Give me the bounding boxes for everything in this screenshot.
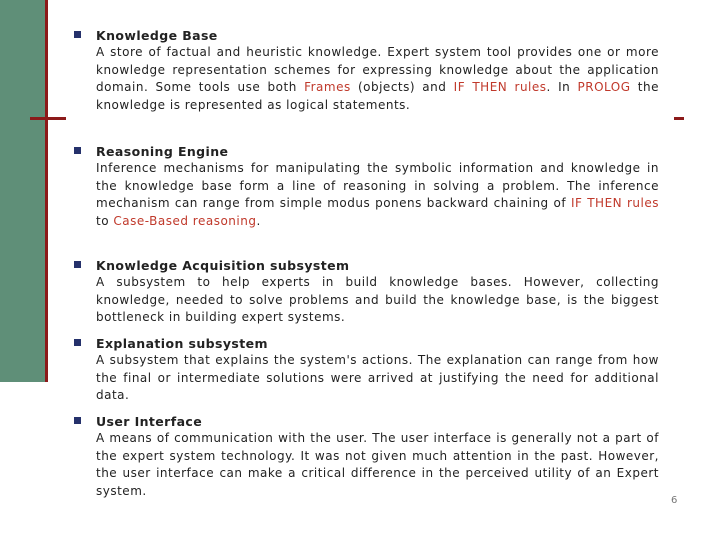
side-bar	[0, 0, 45, 382]
highlight-term: IF THEN rules	[453, 80, 547, 95]
accent-line-right	[674, 117, 684, 120]
square-bullet-icon	[74, 261, 81, 268]
text-run: (objects) and	[350, 80, 454, 95]
section-user-interface	[74, 413, 659, 500]
section-reasoning-engine	[74, 143, 659, 230]
highlight-term: IF THEN rules	[570, 196, 659, 211]
section-knowledge-base	[74, 27, 659, 114]
section-heading: Knowledge Acquisition subsystem	[96, 258, 350, 273]
square-bullet-icon	[74, 417, 81, 424]
section-description	[96, 44, 659, 114]
square-bullet-icon	[74, 339, 81, 346]
section-heading: Reasoning Engine	[96, 144, 229, 159]
section-heading: User Interface	[96, 414, 203, 429]
section-heading: Explanation subsystem	[96, 336, 268, 351]
section-knowledge-acquisition	[74, 257, 659, 327]
square-bullet-icon	[74, 147, 81, 154]
text-run: .	[256, 213, 261, 228]
accent-line-left	[30, 117, 66, 120]
text-run: to	[96, 213, 114, 228]
text-run: A means of communication with the user. The user interface is generally not a part of the expert system technology. It was not given much attention in the past. However, the user interface can make a critical difference in the perceived utility of an Expert system.	[96, 431, 659, 498]
section-description	[96, 160, 659, 230]
section-description	[96, 430, 659, 500]
text-run: A subsystem that explains the system's actions. The explanation can range from how the final or intermediate solutions were arrived at justifying the need for additional data.	[96, 353, 659, 403]
highlight-term: Case-Based reasoning	[113, 213, 257, 228]
section-description	[96, 274, 659, 327]
highlight-term: Frames	[304, 80, 351, 95]
text-run: . In	[546, 80, 578, 95]
section-description	[96, 352, 659, 405]
section-heading: Knowledge Base	[96, 28, 218, 43]
section-explanation	[74, 335, 659, 405]
side-bar-accent	[45, 0, 48, 382]
square-bullet-icon	[74, 31, 81, 38]
page-number: 6	[671, 495, 678, 506]
text-run: A store of factual and heuristic knowledge. Expert system tool provides one or more knowledge representation schemes for expressing knowledge about the application domain. Some tools use both	[96, 45, 659, 95]
text-run: the knowledge is represented as logical statements.	[96, 80, 659, 112]
highlight-term: PROLOG	[577, 80, 631, 95]
text-run: Inference mechanisms for manipulating the symbolic information and knowledge in the knowledge base form a line of reasoning in solving a problem. The inference mechanism can range from simple modus ponens backward chaining of	[96, 161, 659, 211]
text-run: A subsystem to help experts in build knowledge bases. However, collecting knowledge, needed to solve problems and build the knowledge base, is the biggest bottleneck in building expert systems.	[96, 275, 659, 325]
